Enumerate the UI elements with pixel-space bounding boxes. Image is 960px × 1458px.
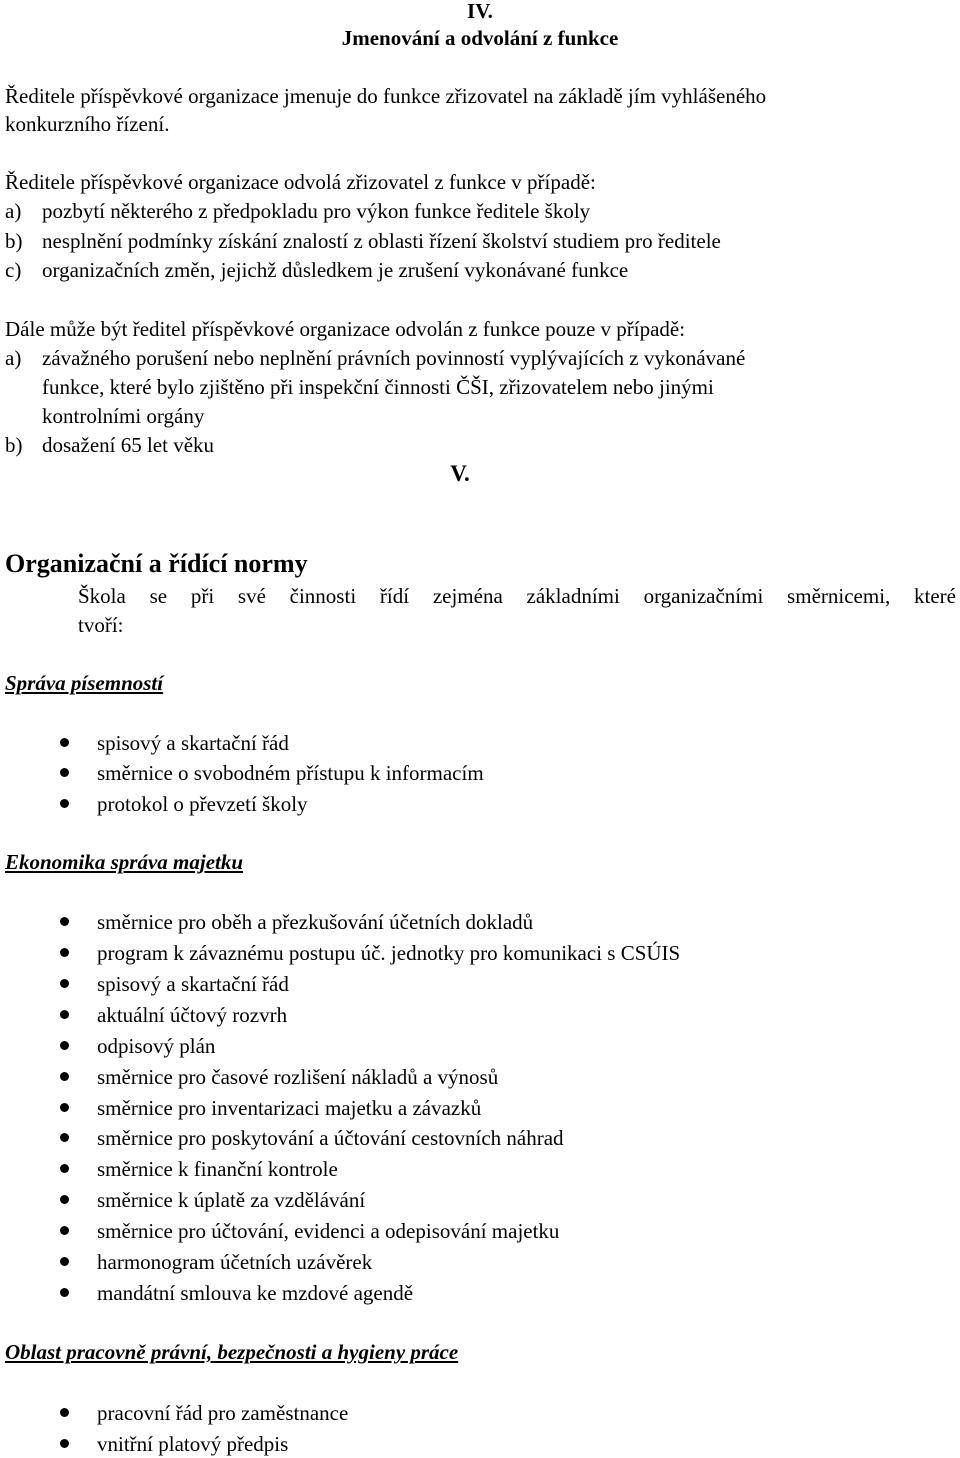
bullet-icon [60, 1164, 69, 1173]
list-item: vnitřní platový předpis [97, 1432, 289, 1456]
section-v-intro-line-1: Škola se při své činnosti řídí zejména základními organizačními směrnicemi, které [78, 584, 956, 608]
list-item: aktuální účtový rozvrh [97, 1003, 288, 1027]
list-item: směrnice pro inventarizaci majetku a závazků [97, 1096, 482, 1120]
list-item-text: pozbytí některého z předpokladu pro výkon funkce ředitele školy [42, 199, 591, 223]
bullet-icon [60, 1133, 69, 1142]
appointment-paragraph-line-1: Ředitele příspěvkové organizace jmenuje do funkce zřizovatel na základě jím vyhlášeného [5, 84, 767, 108]
bullet-icon [60, 1103, 69, 1112]
dismissal-item-c [0, 260, 960, 284]
bullet-icon [60, 768, 69, 777]
bullet-icon [60, 1439, 69, 1448]
list-item: směrnice k úplatě za vzdělávání [97, 1188, 366, 1212]
bullet-icon [60, 738, 69, 747]
list-item: pracovní řád pro zaměstnance [97, 1401, 349, 1425]
list-item: směrnice pro oběh a přezkušování účetních dokladů [97, 910, 534, 934]
bullet-icon [60, 1072, 69, 1081]
bullet-icon [60, 1257, 69, 1266]
dismissal-item-a [0, 201, 960, 225]
list-marker: b) [5, 229, 23, 253]
bullet-icon [60, 1408, 69, 1417]
list-marker: a) [5, 346, 22, 370]
list-item: směrnice o svobodném přístupu k informacím [97, 761, 484, 785]
section-v-number: V. [450, 461, 470, 486]
dismissal-item-b [0, 231, 960, 255]
further-dismissal-item-a-line-1: závažného porušení nebo neplnění právních povinností vyplývajících z vykonávané [42, 346, 746, 370]
list-item: spisový a skartační řád [97, 972, 289, 996]
bullet-icon [60, 1195, 69, 1204]
bullet-icon [60, 979, 69, 988]
list-item: směrnice k finanční kontrole [97, 1157, 338, 1181]
bullet-icon [60, 799, 69, 808]
list-item: směrnice pro účtování, evidenci a odepisování majetku [97, 1219, 560, 1243]
bullet-icon [60, 917, 69, 926]
further-dismissal-item-a-line-3: kontrolními orgány [42, 404, 205, 428]
list-item-text: organizačních změn, jejichž důsledkem je zrušení vykonávané funkce [42, 258, 629, 282]
bullet-icon [60, 1288, 69, 1297]
list-item: program k závaznému postupu úč. jednotky pro komunikaci s CSÚIS [97, 941, 681, 965]
list-item: odpisový plán [97, 1034, 216, 1058]
group-heading-economics: Ekonomika správa majetku [5, 850, 244, 874]
further-dismissal-item-b: dosažení 65 let věku [42, 433, 215, 457]
list-item: směrnice pro časové rozlišení nákladů a výnosů [97, 1065, 499, 1089]
list-item: směrnice pro poskytování a účtování cestovních náhrad [97, 1126, 564, 1150]
list-item: protokol o převzetí školy [97, 792, 308, 816]
list-item: mandátní smlouva ke mzdové agendě [97, 1281, 414, 1305]
group-heading-records: Správa písemností [5, 671, 164, 695]
list-item: spisový a skartační řád [97, 731, 289, 755]
further-dismissal-intro: Dále může být ředitel příspěvkové organizace odvolán z funkce pouze v případě: [5, 317, 686, 341]
list-marker: c) [5, 258, 22, 282]
bullet-icon [60, 1226, 69, 1235]
group-heading-labour-safety: Oblast pracovně právní, bezpečnosti a hygieny práce [5, 1340, 459, 1364]
list-item-text: nesplnění podmínky získání znalostí z oblasti řízení školství studiem pro ředitele [42, 229, 721, 253]
section-iv-title: Jmenování a odvolání z funkce [341, 26, 619, 50]
bullet-icon [60, 948, 69, 957]
section-v-intro-line-2: tvoří: [78, 613, 124, 637]
list-marker: a) [5, 199, 22, 223]
list-marker: b) [5, 433, 23, 457]
further-dismissal-item-a-line-2: funkce, které bylo zjištěno při inspekční činnosti ČŠI, zřizovatelem nebo jinými [42, 375, 714, 399]
appointment-paragraph-line-2: konkurzního řízení. [5, 112, 170, 136]
section-v-title: Organizační a řídící normy [5, 549, 308, 578]
list-item: harmonogram účetních uzávěrek [97, 1250, 373, 1274]
section-iv-number: IV. [467, 0, 493, 23]
dismissal-intro: Ředitele příspěvkové organizace odvolá zřizovatel z funkce v případě: [5, 170, 596, 194]
bullet-icon [60, 1041, 69, 1050]
bullet-icon [60, 1010, 69, 1019]
